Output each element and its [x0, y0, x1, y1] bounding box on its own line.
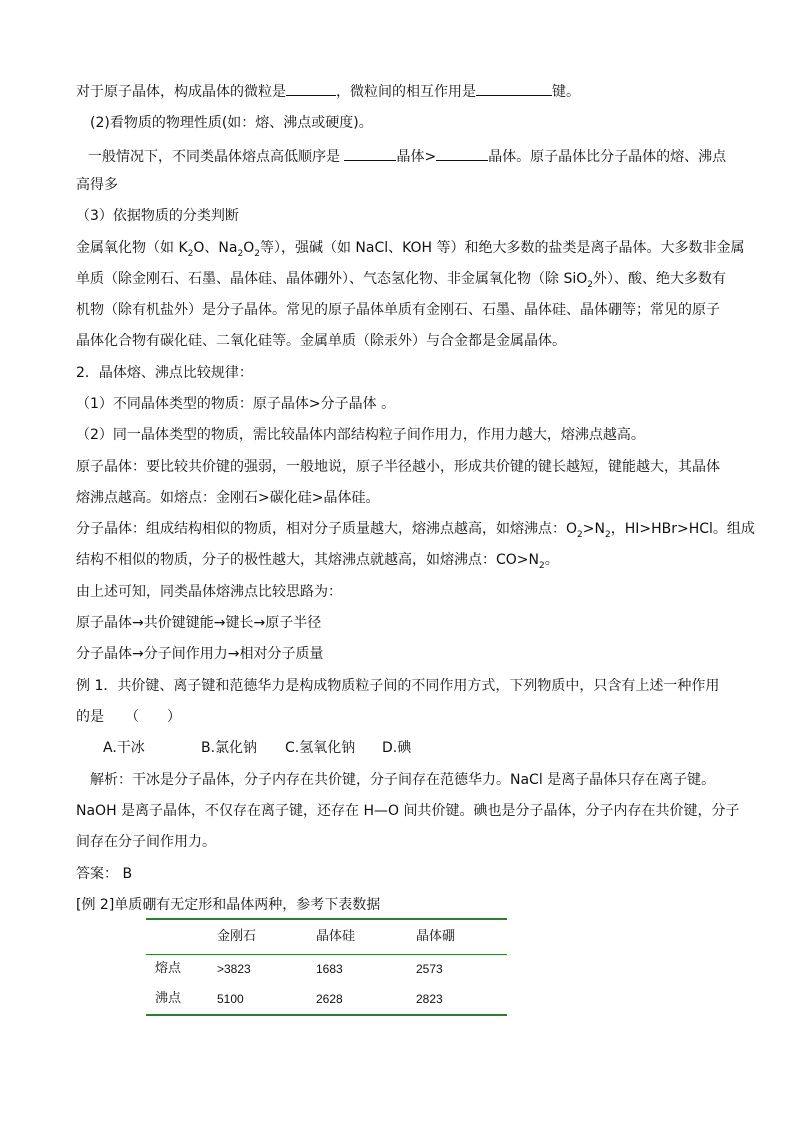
table-cell: >3823	[217, 962, 251, 976]
table-cell: 2823	[416, 992, 443, 1006]
text-line-23: 解析：干冰是分子晶体，分子内存在共价键，分子间存在范德华力。NaCl 是离子晶体只存在离子键。	[90, 772, 716, 788]
subscript: 2	[237, 248, 244, 259]
line3-part-c: 晶体。原子晶体比分子晶体的熔、沸点	[488, 149, 727, 165]
text-line-11: （1）不同晶体类型的物质：原子晶体>分子晶体 。	[76, 396, 396, 412]
fill-blank[interactable]	[436, 145, 488, 161]
text-line-8: 机物（除有机盐外）是分子晶体。常见的原子晶体单质有金刚石、石墨、晶体硅、晶体硼等；常见的原子	[76, 302, 720, 318]
option-c[interactable]: C.氢氧化钠	[285, 740, 356, 756]
text-line-3	[88, 145, 726, 167]
line6-part-a: 金属氧化物（如 K	[76, 240, 188, 256]
text-line-6	[76, 238, 745, 258]
line3-part-b: 晶体>	[396, 149, 437, 165]
subscript: 2	[604, 529, 611, 540]
line16-part-b: 。	[544, 552, 559, 568]
text-line-9: 晶体化合物有碳化硅、二氧化硅等。金属单质（除汞外）与合金都是金属晶体。	[76, 333, 566, 349]
line7-part-a: 单质（除金刚石、石墨、晶体硅、晶体硼外）、气态氢化物、非金属氧化物（除 SiO	[76, 271, 588, 287]
option-b[interactable]: B.氯化钠	[201, 740, 258, 756]
table-bottom-rule	[146, 1014, 507, 1016]
subscript: 2	[577, 529, 583, 540]
line6-part-b: O、Na	[193, 240, 238, 256]
text-line-19: 分子晶体→分子间作用力→相对分子质量	[76, 646, 324, 662]
text-line-12: （2）同一晶体类型的物质，需比较晶体内部结构粒子间作用力，作用力越大，熔沸点越高。	[76, 427, 645, 443]
table-header-cell: 晶体硼	[416, 929, 456, 944]
subscript: 2	[587, 279, 593, 290]
subscript: 2	[539, 560, 545, 571]
table-header-cell: 金刚石	[217, 929, 257, 944]
text-line-18: 原子晶体→共价键键能→键长→原子半径	[76, 615, 322, 631]
table-cell: 2573	[416, 962, 443, 976]
answer-options	[103, 738, 411, 758]
text-line-21: 的是 （ ）	[76, 709, 181, 725]
fill-blank[interactable]	[286, 80, 336, 96]
text-line-13: 原子晶体：要比较共价键的强弱，一般地说，原子半径越小，形成共价键的键长越短，键能越大，其晶体	[76, 459, 720, 475]
text-line-7	[76, 269, 726, 289]
table-cell: 1683	[316, 962, 343, 976]
text-line-24: NaOH 是离子晶体，不仅存在离子键，还存在 H—O 间共价键。碘也是分子晶体，分子内存在共价键，分子	[76, 803, 740, 819]
option-a[interactable]: A.干冰	[103, 740, 145, 756]
line1-part-c: 键。	[552, 84, 580, 100]
fill-blank[interactable]	[344, 145, 396, 161]
line15-part-c: ，HI>HBr>HCl。组成	[610, 521, 755, 537]
line15-part-a: 分子晶体：组成结构相似的物质，相对分子质量越大，熔沸点越高，如熔沸点：O	[76, 521, 578, 537]
subscript: 2	[187, 248, 194, 259]
line3-part-a: 一般情况下，不同类晶体熔点高低顺序是	[88, 149, 345, 165]
text-line-16	[76, 550, 559, 570]
line1-part-a: 对于原子晶体，构成晶体的微粒是	[76, 84, 286, 100]
line15-part-b: >N	[582, 521, 605, 537]
fill-blank[interactable]	[476, 80, 552, 96]
text-line-15	[76, 519, 755, 539]
text-line-1	[76, 80, 580, 102]
table-top-rule	[146, 918, 507, 920]
text-line-20: 例 1．共价键、离子键和范德华力是构成物质粒子间的不同作用方式，下列物质中，只含有上述一种作用	[76, 678, 720, 694]
text-line-5: （3）依据物质的分类判断	[76, 208, 239, 224]
text-line-14: 熔沸点越高。如熔点：金刚石>碳化硅>晶体硅。	[76, 490, 380, 506]
line7-part-b: 外）、酸、绝大多数有	[592, 271, 726, 287]
text-line-2: (2)看物质的物理性质(如：熔、沸点或硬度)。	[90, 115, 373, 131]
table-cell: 5100	[217, 992, 244, 1006]
line16-part-a: 结构不相似的物质，分子的极性越大，其熔沸点就越高，如熔沸点：CO>N	[76, 552, 539, 568]
table-header-cell: 晶体硅	[316, 929, 356, 944]
line1-part-b: ，微粒间的相互作用是	[336, 84, 476, 100]
text-line-17: 由上述可知，同类晶体熔沸点比较思路为：	[76, 584, 342, 600]
table-cell: 2628	[316, 992, 343, 1006]
line6-part-d: 等），强碱（如 NaCl、KOH 等）和绝大多数的盐类是离子晶体。大多数非金属	[259, 240, 745, 256]
text-line-4: 高得多	[76, 177, 118, 193]
text-line-10: 2．晶体熔、沸点比较规律：	[76, 365, 253, 381]
answer-line: 答案： B	[76, 866, 133, 882]
option-d[interactable]: D.碘	[382, 740, 412, 756]
example-2-heading: [例 2]单质硼有无定形和晶体两种，参考下表数据	[76, 897, 381, 913]
table-row-label: 沸点	[155, 991, 182, 1006]
line6-part-c: O	[243, 240, 255, 256]
subscript: 2	[254, 248, 260, 259]
text-line-25: 间存在分子间作用力。	[76, 834, 216, 850]
table-row-label: 熔点	[155, 961, 182, 976]
table-header-rule	[146, 954, 507, 955]
